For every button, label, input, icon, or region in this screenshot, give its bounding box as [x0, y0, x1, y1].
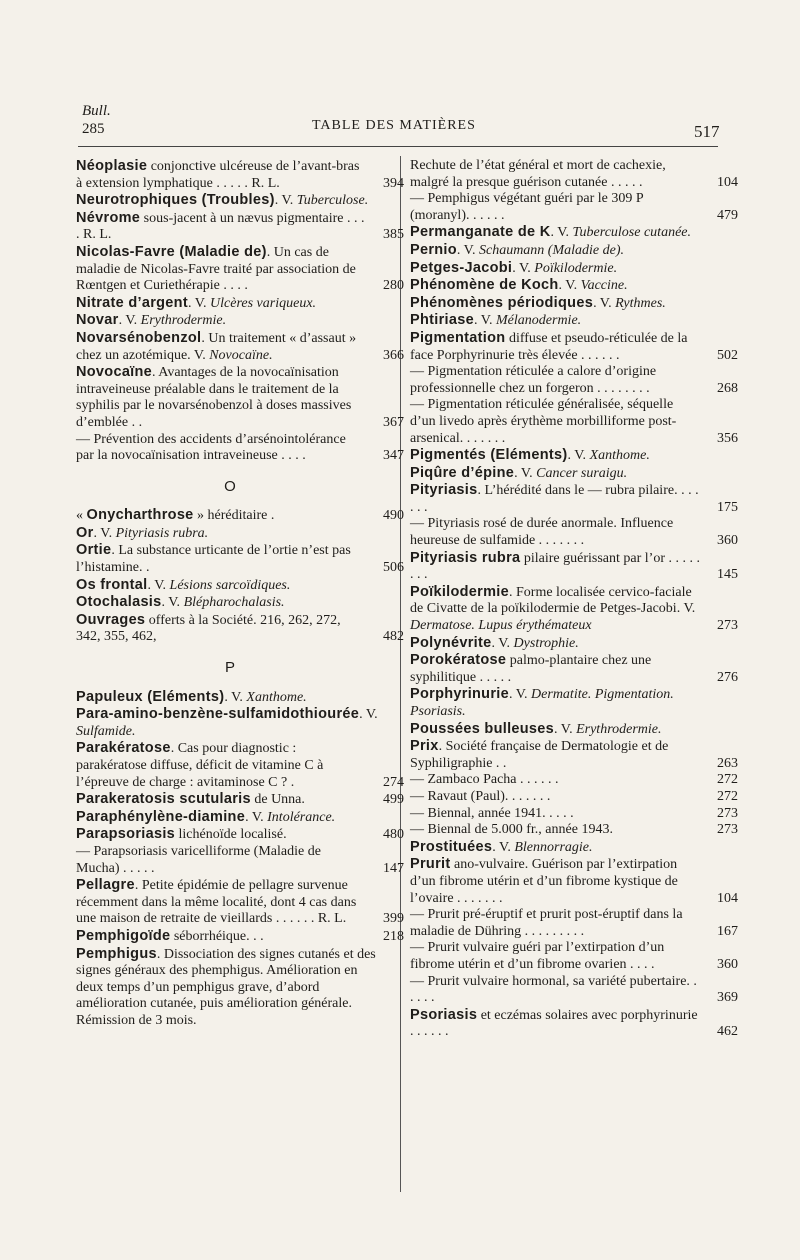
entry-page-number: 274 — [383, 774, 404, 790]
entry-headword: Novocaïne — [76, 364, 153, 381]
entry-page-number: 506 — [383, 560, 404, 576]
index-entry — [410, 652, 738, 686]
index-entry — [410, 635, 718, 653]
entry-text: . Société française de Dermatologie et de Syphiligraphie . . — [410, 739, 669, 771]
index-entry — [410, 312, 718, 330]
entry-page-number: 147 — [383, 860, 404, 876]
entry-text: — Prévention des accidents d’arsénointolérance par la novocaïnisation intraveineuse . . . . — [76, 431, 346, 464]
entry-crossref: Rythmes. — [615, 295, 666, 311]
entry-headword: Poussées bulleuses — [410, 720, 555, 737]
entry-page-number: 366 — [383, 347, 404, 363]
entry-headword: Pityriasis — [410, 482, 478, 499]
entry-page-number: 272 — [717, 772, 738, 788]
index-entry — [410, 1006, 738, 1041]
entry-text: . Un cas de maladie de Nicolas-Favre traité par association de Rœntgen et Curiethérapie . . . . — [76, 244, 356, 294]
entry-page-number: 367 — [383, 414, 404, 430]
entry-page-number: 273 — [717, 822, 738, 838]
index-entry — [76, 826, 404, 844]
entry-crossref: Intolérance. — [267, 809, 336, 825]
index-entry — [76, 192, 384, 210]
index-subentry — [410, 973, 738, 1007]
entry-headword: Novar — [76, 312, 119, 329]
index-subentry — [410, 191, 738, 224]
index-entry — [76, 525, 384, 543]
entry-headword: Pigmentés (Eléments) — [410, 447, 568, 464]
entry-page-number: 499 — [383, 792, 404, 808]
entry-text: . V. — [567, 448, 590, 464]
entry-text: . V. — [512, 260, 535, 276]
entry-headword: Petges-Jacobi — [410, 259, 513, 276]
entry-headword: Pigmentation — [410, 329, 506, 346]
index-entry — [76, 243, 404, 295]
index-column-left — [76, 158, 404, 1030]
header-rule — [78, 146, 718, 147]
index-column-right — [410, 158, 738, 1041]
entry-text: . V. — [492, 839, 515, 855]
entry-text: . V. — [473, 313, 497, 329]
entry-headword: Prurit — [410, 856, 451, 873]
entry-page-number: 276 — [717, 669, 738, 685]
entry-crossref: Cancer suraigu. — [536, 465, 628, 481]
entry-text: . V. — [161, 595, 184, 611]
entry-crossref: Novocaïne. — [209, 347, 273, 363]
index-entry — [410, 277, 718, 295]
page-number: 517 — [694, 122, 720, 141]
entry-text: . V. — [456, 242, 479, 258]
entry-text: — Ravaut (Paul). . . . . . . — [410, 788, 551, 804]
section-letter: O — [224, 477, 236, 495]
index-entry — [410, 686, 718, 720]
entry-text: diffuse et pseudo-réticulée de la face Porphyrinurie très élevée . . . . . . — [410, 330, 688, 363]
entry-page-number: 104 — [717, 890, 738, 906]
entry-text: — Prurit vulvaire guéri par l’extirpation d’un fibrome utérin et d’un fibrome ovarien . . . . — [410, 940, 665, 972]
entry-crossref: Xanthome. — [246, 689, 307, 705]
index-entry — [410, 260, 718, 278]
entry-text: . V. — [550, 225, 573, 241]
index-subentry — [410, 940, 738, 973]
index-entry — [410, 839, 718, 857]
entry-crossref: Mélanodermie. — [496, 313, 582, 329]
entry-headword: Porokératose — [410, 652, 507, 669]
entry-text: — Zambaco Pacha . . . . . . — [410, 772, 559, 788]
entry-page-number: 167 — [717, 923, 738, 939]
index-entry — [76, 946, 384, 1030]
entry-crossref: Ulcères variqueux. — [210, 295, 317, 311]
entry-headword: Névrome — [76, 209, 141, 226]
index-entry — [410, 295, 718, 313]
entry-text: . Dissociation des signes cutanés et des signes généraux des phemphigus. Amélioration en deux temps d’un pemphigus grave, d’abord amélioration cutanée, puis amélioration générale. Rémission de 3 mois. — [76, 946, 376, 1028]
index-subentry — [410, 772, 738, 789]
entry-crossref: Schaumann (Maladie de). — [478, 242, 625, 258]
index-entry — [76, 158, 404, 192]
index-subentry — [410, 364, 738, 397]
entry-text: séborrhéique. . . — [170, 928, 264, 944]
index-entry — [76, 507, 404, 525]
entry-text: de Unna. — [250, 792, 305, 808]
entry-headword: Néoplasie — [76, 158, 148, 174]
entry-headword: Onycharthrose — [86, 507, 194, 524]
entry-headword: Ouvrages — [76, 611, 146, 628]
entry-text: . V. — [508, 687, 532, 703]
entry-text: . V. — [514, 465, 537, 481]
index-entry — [76, 577, 384, 595]
entry-headword: Novarsénobenzol — [76, 329, 202, 346]
entry-page-number: 347 — [383, 448, 404, 464]
entry-headword: Phénomènes périodiques — [410, 294, 594, 311]
entry-page-number: 360 — [717, 956, 738, 972]
index-entry — [76, 809, 384, 827]
index-subentry — [410, 788, 738, 806]
entry-headword: Pernio — [410, 241, 457, 258]
entry-page-number: 385 — [383, 227, 404, 243]
entry-text: . La substance urticante de l’ortie n’est pas l’histamine. . — [76, 543, 351, 576]
entry-text: sous-jacent à un nævus pigmentaire . . . . R. L. — [76, 210, 365, 243]
entry-headword: Phénomène de Koch — [410, 277, 559, 294]
column-divider — [400, 156, 401, 1192]
entry-headword: Porphyrinurie — [410, 686, 509, 703]
entry-headword: Phtiriase — [410, 312, 474, 329]
entry-page-number: 175 — [717, 499, 738, 515]
entry-crossref: Dermatose. Lupus érythémateux — [410, 618, 592, 634]
index-entry — [410, 721, 718, 739]
entry-page-number: 399 — [383, 911, 404, 927]
index-entry — [410, 583, 738, 635]
index-subentry — [76, 431, 404, 465]
entry-text: . V. — [224, 689, 247, 705]
entry-text: . V. — [558, 278, 581, 294]
entry-page-number: 369 — [717, 990, 738, 1006]
entry-page-number: 479 — [717, 207, 738, 223]
entry-headword: Papuleux (Eléments) — [76, 688, 225, 705]
index-entry — [410, 856, 738, 907]
entry-headword: Pemphigus — [76, 945, 157, 962]
entry-page-number: 482 — [383, 629, 404, 645]
entry-page-number: 280 — [383, 278, 404, 294]
entry-headword: Prix — [410, 738, 439, 755]
entry-headword: Parapsoriasis — [76, 826, 176, 843]
entry-text: — Biennal, année 1941. . . . . — [410, 805, 574, 821]
index-entry — [410, 738, 738, 772]
entry-headword: Pemphigoïde — [76, 927, 171, 944]
entry-text: — Pemphigus végétant guéri par le 309 P (moranyl). . . . . . — [410, 191, 644, 223]
entry-page-number: 273 — [717, 618, 738, 634]
entry-text: — Prurit vulvaire hormonal, sa variété pubertaire. . . . . . — [410, 973, 697, 1006]
entry-text: — Pityriasis rosé de durée anormale. Influence heureuse de sulfamide . . . . . . . — [410, 516, 674, 549]
entry-page-number: 104 — [717, 174, 738, 190]
entry-page-number: 502 — [717, 347, 738, 363]
entry-text: . L’hérédité dans le — rubra pilaire. . . . . . . — [410, 483, 699, 515]
entry-text: . V. — [359, 707, 378, 723]
entry-crossref: Dermatite. Pigmentation. Psoriasis. — [410, 687, 674, 719]
entry-text: . V. — [274, 193, 297, 209]
index-entry — [410, 242, 718, 260]
entry-headword: Psoriasis — [410, 1006, 478, 1023]
entry-headword: Nicolas-Favre (Maladie de) — [76, 243, 267, 260]
entry-crossref: Tuberculose. — [296, 193, 369, 209]
entry-text: . V. — [491, 635, 514, 651]
entry-text: Rechute de l’état général et mort de cachexie, malgré la presque guérison cutanée . . . . . — [410, 158, 666, 190]
index-entry — [76, 295, 384, 313]
entry-page-number: 356 — [717, 430, 738, 446]
entry-page-number: 273 — [717, 805, 738, 821]
entry-headword: Para-amino-benzène-sulfamidothiourée — [76, 706, 360, 723]
running-head: Bull. — [82, 103, 111, 119]
entry-headword: Piqûre d’épine — [410, 464, 515, 481]
entry-crossref: Blennorragie. — [514, 839, 593, 855]
entry-headword: Neurotrophiques (Troubles) — [76, 192, 275, 209]
entry-text: . V. — [245, 809, 268, 825]
entry-text: ano-vulvaire. Guérison par l’extirpation d’un fibrome utérin et d’un fibrome kystique de l’ovaire . . . . . . . — [410, 857, 678, 906]
entry-text: . V. — [187, 295, 211, 311]
entry-text: lichénoïde localisé. — [175, 827, 287, 843]
entry-headword: Parakeratosis scutularis — [76, 791, 251, 808]
entry-headword: Parakératose — [76, 740, 171, 757]
entry-crossref: Sulfamide. — [76, 723, 136, 739]
entry-headword: Polynévrite — [410, 634, 492, 651]
index-entry — [76, 740, 404, 791]
entry-text: . V. — [593, 295, 616, 311]
entry-crossref: Erythrodermie. — [140, 313, 227, 329]
index-subentry — [410, 158, 738, 191]
entry-headword: Os frontal — [76, 576, 148, 593]
entry-page-number: 145 — [717, 567, 738, 583]
index-entry — [76, 312, 384, 330]
index-entry — [410, 482, 738, 516]
entry-page-number: 268 — [717, 380, 738, 396]
index-subentry — [410, 907, 738, 940]
entry-headword: Nitrate d’argent — [76, 294, 188, 311]
entry-page-number: 272 — [717, 788, 738, 804]
index-subentry — [410, 516, 738, 549]
entry-page-number: 490 — [383, 508, 404, 524]
entry-headword: Permanganate de K — [410, 224, 551, 241]
index-subentry — [76, 843, 404, 877]
index-subentry — [410, 397, 738, 447]
entry-text: — Pigmentation réticulée a calore d’origine professionnelle chez un forgeron . . . . . . . . — [410, 364, 657, 396]
index-entry — [76, 594, 384, 612]
entry-text: pilaire guérissant par l’or . . . . . . . . — [410, 550, 701, 583]
index-entry — [76, 364, 404, 431]
volume-number: 285 — [82, 121, 105, 137]
index-entry — [76, 209, 404, 244]
entry-crossref: Blépharochalasis. — [183, 595, 285, 611]
entry-text: . V. — [118, 313, 141, 329]
index-entry — [76, 791, 404, 809]
entry-text: — Biennal de 5.000 fr., année 1943. — [410, 822, 613, 838]
entry-text: . Forme localisée cervico-faciale de Civatte de la poïkilodermie de Petges-Jacobi. V. — [410, 584, 696, 617]
entry-text: — Parapsoriasis varicelliforme (Maladie de Mucha) . . . . . — [76, 843, 321, 876]
index-entry — [76, 706, 384, 740]
entry-page-number: 462 — [717, 1024, 738, 1040]
entry-headword: Paraphénylène-diamine — [76, 808, 246, 825]
entry-text: . Avantages de la novocaïnisation intraveineuse préalable dans le traitement de la syphilis par le novarsénobenzol à doses massives d’emblée . . — [76, 365, 352, 430]
entry-page-number: 394 — [383, 175, 404, 191]
entry-text: . Petite épidémie de pellagre survenue récemment dans la même localité, dont 4 cas dans une maison de retraite de vieillards . . . . . . R. L. — [76, 878, 357, 927]
index-entry — [410, 224, 718, 242]
entry-crossref: Dystrophie. — [513, 635, 579, 651]
index-entry — [410, 465, 718, 483]
page-title: TABLE DES MATIÈRES — [312, 118, 476, 133]
entry-prefix: « — [76, 508, 87, 524]
entry-headword: Pellagre — [76, 877, 135, 894]
entry-crossref: Erythrodermie. — [576, 721, 662, 737]
index-entry — [410, 329, 738, 364]
entry-text: offerts à la Société. 216, 262, 272, 342, 355, 462, — [76, 612, 341, 645]
entry-text: conjonctive ulcéreuse de l’avant-bras à extension lymphatique . . . . . R. L. — [76, 159, 360, 191]
entry-text: » héréditaire . — [193, 508, 275, 524]
entry-crossref: Vaccine. — [580, 278, 628, 294]
entry-page-number: 360 — [717, 533, 738, 549]
index-subentry — [410, 805, 738, 823]
entry-text: palmo-plantaire chez une syphilitique . . . . . — [410, 653, 652, 685]
entry-text: . Cas pour diagnostic : parakératose diffuse, déficit de vitamine C à l’épreuve de charge : avitaminose C ? . — [76, 741, 324, 790]
section-letter: P — [224, 659, 235, 677]
entry-crossref: Pityriasis rubra. — [115, 525, 209, 541]
entry-crossref: Lésions sarcoïdiques. — [169, 577, 291, 593]
entry-headword: Otochalasis — [76, 594, 162, 611]
index-entry — [76, 689, 384, 707]
entry-headword: Or — [76, 524, 94, 541]
entry-text: . Un traitement « d’assaut » chez un azotémique. V. — [76, 330, 357, 363]
index-entry — [410, 447, 718, 465]
entry-headword: Ortie — [76, 542, 112, 559]
entry-text: . V. — [147, 577, 170, 593]
entry-crossref: Tuberculose cutanée. — [572, 225, 691, 241]
entry-page-number: 263 — [717, 755, 738, 771]
index-entry — [76, 329, 404, 364]
index-entry — [410, 549, 738, 584]
entry-crossref: Poïkilodermie. — [534, 260, 618, 276]
entry-text: . V. — [93, 525, 116, 541]
entry-text: — Pigmentation réticulée généralisée, séquelle d’un livedo après érythème morbilliforme post-arsenical. . . . . . . — [410, 397, 677, 446]
index-entry — [76, 542, 404, 576]
index-entry — [76, 877, 404, 928]
entry-text: et eczémas solaires avec porphyrinurie . . . . . . — [410, 1007, 698, 1040]
entry-text: — Prurit pré-éruptif et prurit post-éruptif dans la maladie de Dühring . . . . . . . . . — [410, 907, 683, 939]
index-subentry — [410, 822, 738, 839]
entry-headword: Poïkilodermie — [410, 583, 509, 600]
index-entry — [76, 927, 404, 946]
index-entry — [76, 611, 404, 646]
entry-crossref: Xanthome. — [589, 448, 650, 464]
entry-text: . V. — [554, 721, 577, 737]
entry-headword: Prostituées — [410, 838, 493, 855]
entry-headword: Pityriasis rubra — [410, 549, 521, 566]
entry-page-number: 480 — [383, 827, 404, 843]
entry-page-number: 218 — [383, 928, 404, 944]
